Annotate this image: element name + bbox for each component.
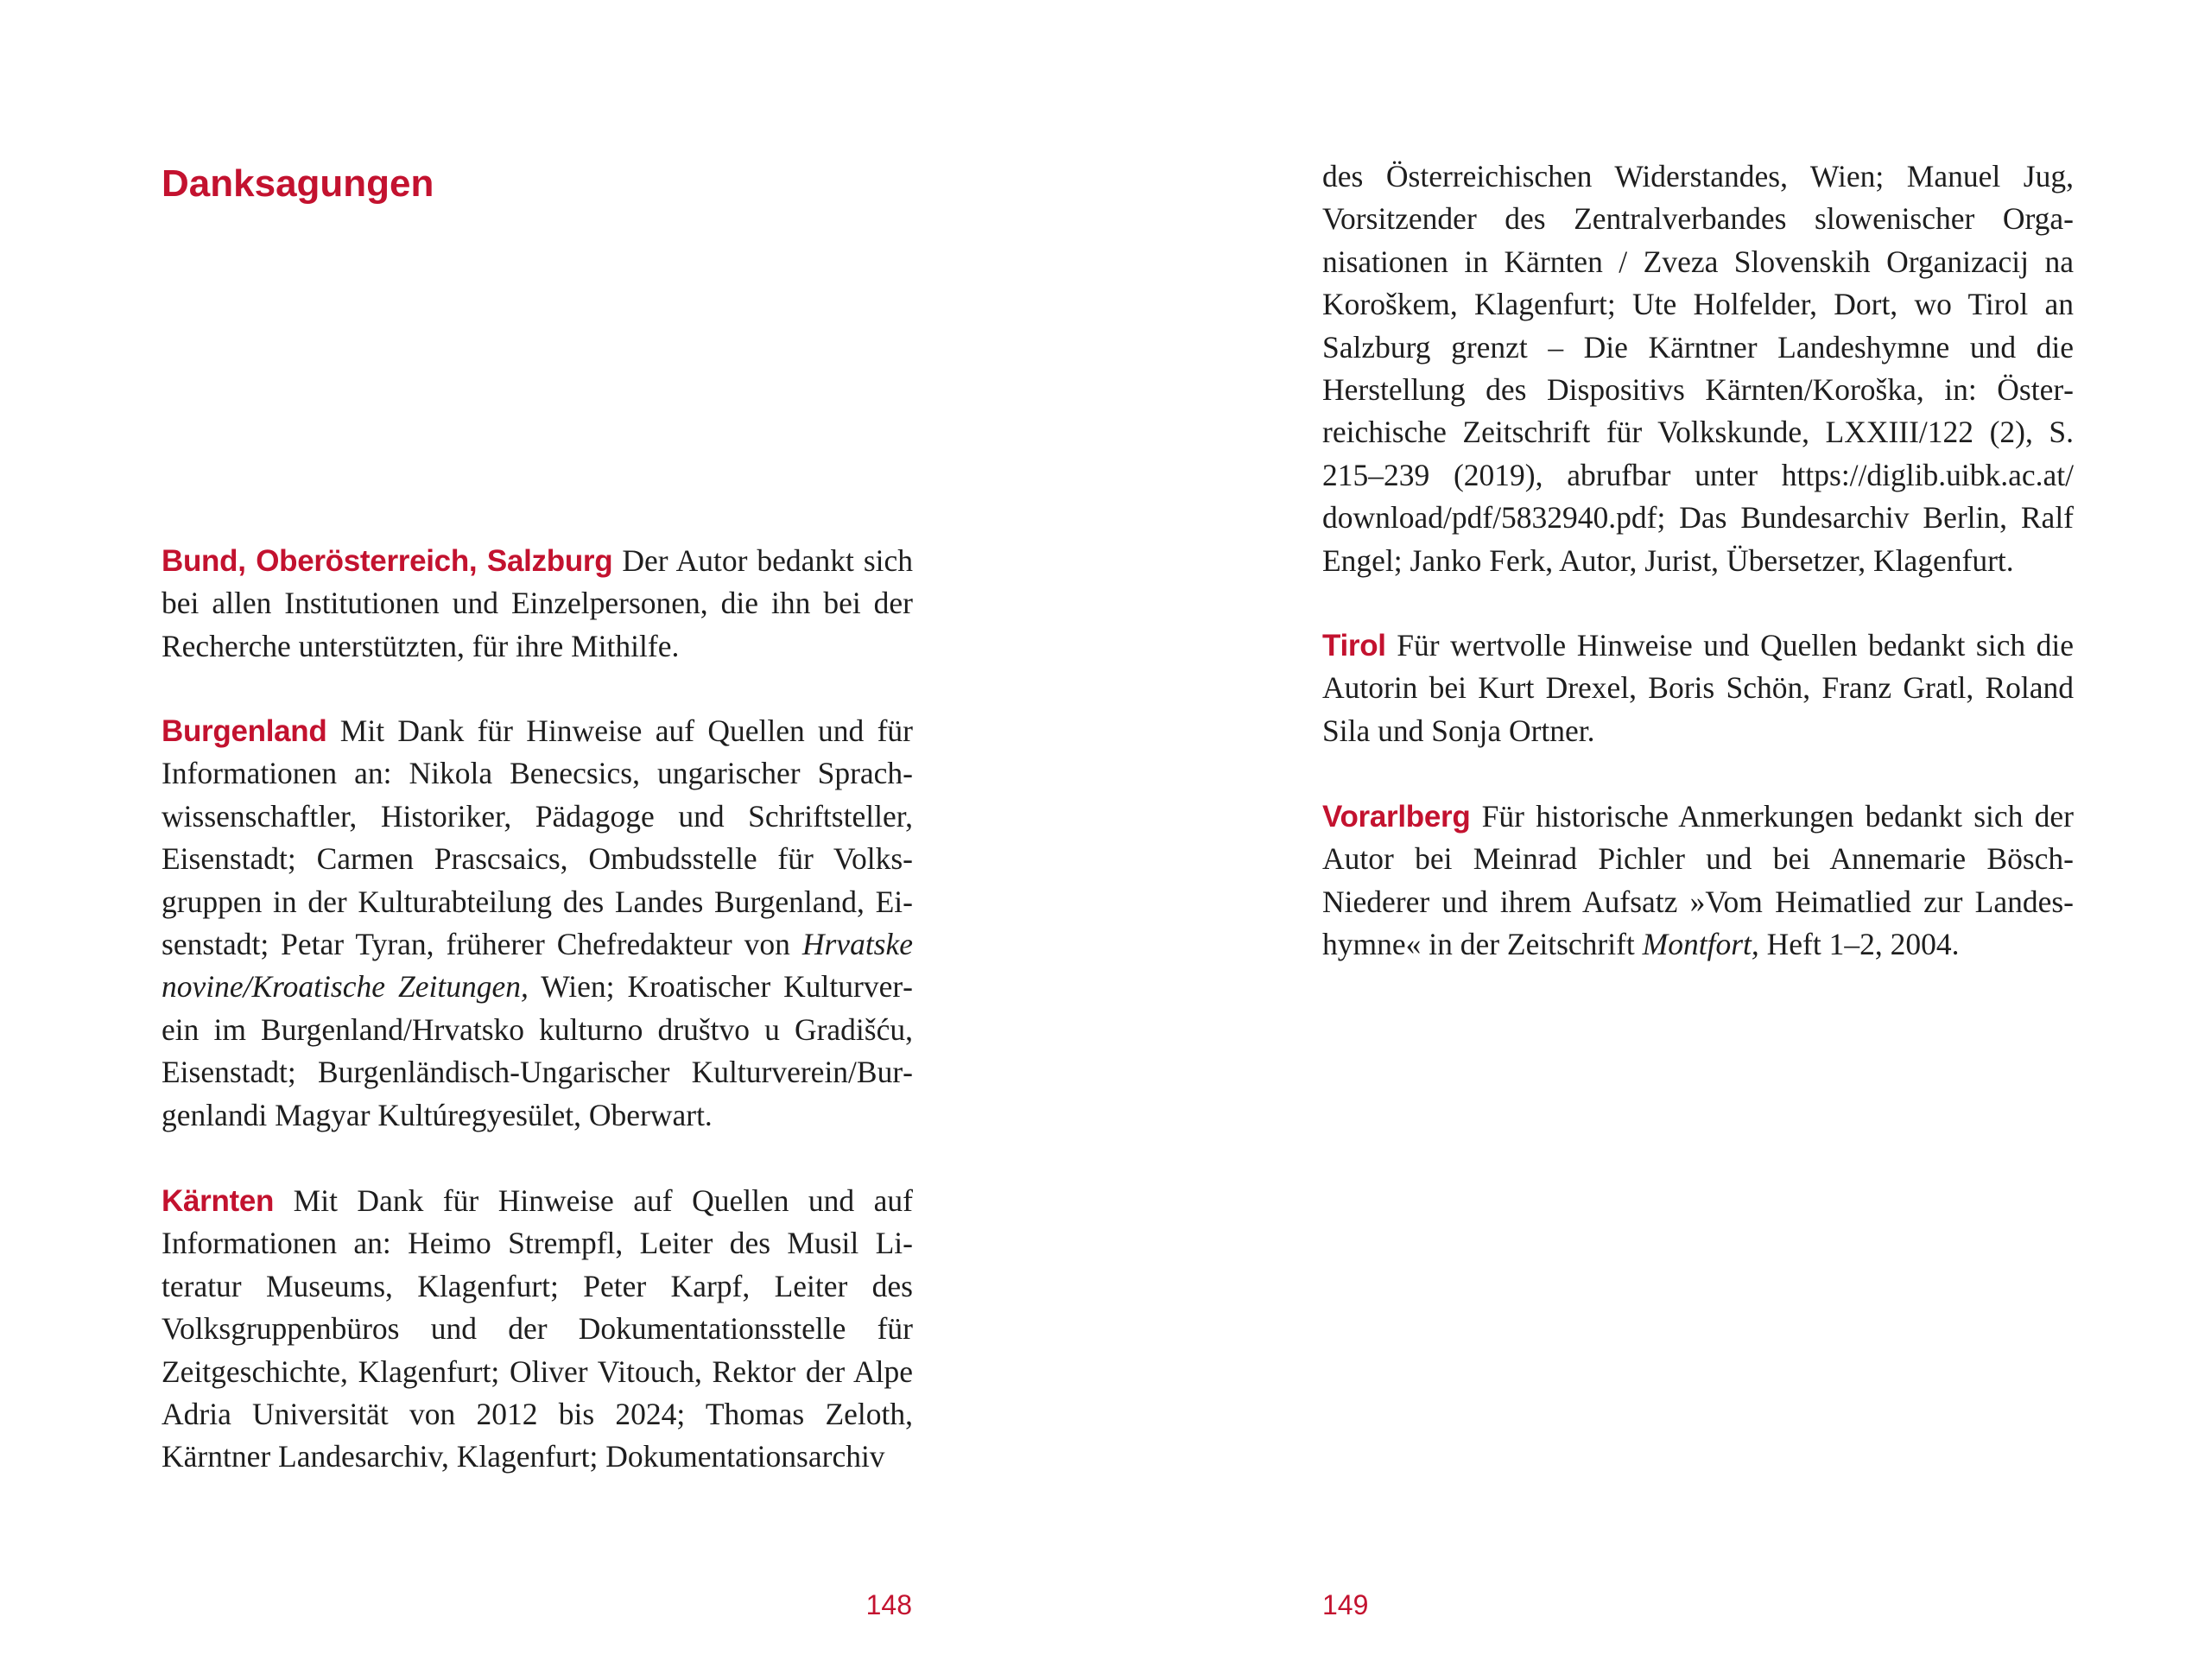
section-heading-burgenland: Burgenland [162,714,327,748]
section-text-tirol: Für wertvolle Hinweise und Quellen bedankt sich die Autorin bei Kurt Drexel, Boris Schön, Franz Gratl, Roland Sila und Sonja Ortner. [1322,628,2075,748]
section-text-vorarlberg-cont: Heft 1–2, 2004. [1766,927,1960,962]
section-text-burgenland-cont: Wien; Kroatischer Kulturverein im Burgenland/Hrvatsko kulturno društvo u Gradišću, Eisenstadt; Burgenländisch-Ungarischer Kulturverein/Burgenlandi Magyar Kultúregyesület, Oberwart. [162,969,913,1132]
page-number-right: 149 [1322,1589,1369,1620]
section-text-bund: Der Autor bedankt sich bei allen Institutionen und Einzelpersonen, die ihn bei der Recherche unterstützten, für ihre Mithilfe. [162,543,913,663]
section-text-kaernten-continued: des Österreichischen Widerstandes, Wien; Manuel Jug, Vorsitzender des Zentralverbandes slowenischer Organisationen in Kärnten / Zveza Slovenskih Organizacij na Koroškem, Klagenfurt; Ute Holfelder, Dort, wo Tirol an Salzburg grenzt – Die Kärntner Landeshymne und die Herstellung des Dispositivs Kärnten/Koroška, in: Österreichische Zeitschrift für Volkskunde, LXXIII/122 (2), S. 215–239 (2019), abrufbar unter https://diglib.uibk.ac.at/ download/pdf/5832940.pdf; Das Bundesarchiv Berlin, Ralf Engel; Janko Ferk, Autor, Jurist, Übersetzer, Klagenfurt. [1322,159,2074,578]
publication-title-montfort: Montfort, [1642,927,1759,962]
chapter-title: Danksagungen [162,162,434,205]
section-heading-tirol: Tirol [1322,629,1386,662]
page-number-left: 148 [865,1589,912,1620]
section-text-vorarlberg: Für historische Anmerkungen bedankt sich der Autor bei Meinrad Pichler und bei Annemarie Bösch-Niederer und ihrem Aufsatz »Vom Heimatlied zur Landeshymne« in der Zeitschrift [1322,799,2075,962]
publication-title-hrvatske-novine: Hrvatske novine/Kroatische Zeitungen, [162,927,914,1005]
section-kaernten [162,1180,913,1479]
section-text-burgenland: Mit Dank für Hinweise auf Quellen und für Informationen an: Nikola Benecsics, ungarischer Sprachwissenschaftler, Historiker, Pädagoge und Schriftsteller, Eisenstadt; Carmen Prascsaics, Ombudsstelle für Volksgruppen in der Kulturabteilung des Landes Burgenland, Eisenstadt; Petar Tyran, früherer Chefredakteur von [162,713,914,962]
section-heading-kaernten: Kärnten [162,1184,275,1218]
section-text-kaernten: Mit Dank für Hinweise auf Quellen und auf Informationen an: Heimo Strempfl, Leiter des Musil Literatur Museums, Klagenfurt; Peter Karpf, Leiter des Volksgruppenbüros und der Dokumentationsstelle für Zeitgeschichte, Klagenfurt; Oliver Vitouch, Rektor der Alpe Adria Universität von 2012 bis 2024; Thomas Zeloth, Kärntner Landesarchiv, Klagenfurt; Dokumentationsarchiv [162,1183,914,1474]
section-kaernten-continued [1322,155,2074,582]
section-burgenland [162,710,913,1137]
right-page [1106,0,2211,1680]
section-vorarlberg [1322,796,2074,967]
section-bund [162,540,913,668]
section-heading-vorarlberg: Vorarlberg [1322,800,1471,834]
section-heading-bund: Bund, Oberösterreich, Salzburg [162,544,613,578]
section-tirol [1322,624,2074,752]
